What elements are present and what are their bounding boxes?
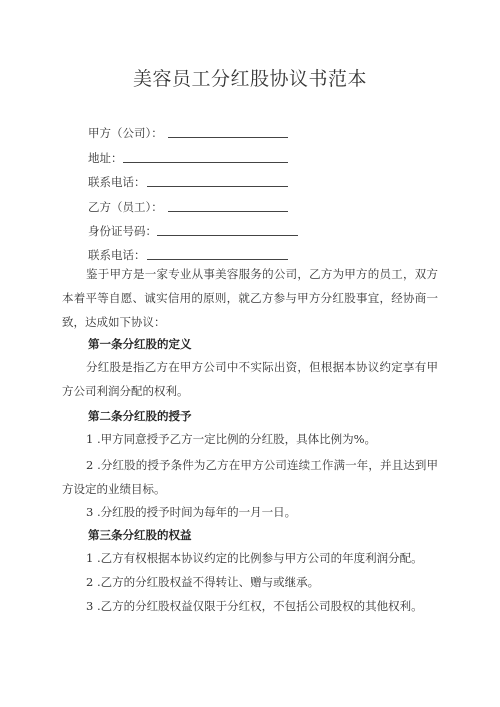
field-label: 乙方（员工）： (88, 200, 163, 214)
field-phone-a (88, 174, 146, 190)
fill-line (157, 235, 298, 236)
field-label: 地址： (88, 151, 123, 165)
fill-line (147, 186, 288, 187)
section-item: 1 .乙方有权根据本协议约定的比例参与甲方公司的年度利润分配。 (86, 551, 423, 565)
field-id-number (88, 223, 157, 239)
field-label: 联系电话： (88, 248, 146, 262)
field-label: 身份证号码： (88, 224, 157, 238)
intro-paragraph: 鉴于甲方是一家专业从事美容服务的公司，乙方为甲方的员工，双方本着平等自愿、诚实信用的原则，就乙方参与甲方分红股事宜，经协商一致，达成如下协议： (62, 267, 438, 329)
field-party-a-company (88, 125, 163, 141)
section-heading: 第三条分红股的权益 (88, 528, 192, 542)
field-label: 联系电话： (88, 175, 146, 189)
section-item: 分红股是指乙方在甲方公司中不实际出资，但根据本协议约定享有甲方公司利润分配的权利。 (62, 360, 438, 398)
section-item: 2 .乙方的分红股权益不得转让、赠与或继承。 (86, 575, 320, 589)
field-label: 甲方（公司）： (88, 126, 163, 140)
section-heading: 第二条分红股的授予 (88, 409, 192, 423)
fill-line (123, 162, 288, 163)
fill-line (168, 211, 288, 212)
document-title: 美容员工分红股协议书范本 (132, 68, 367, 90)
section-item: 3 .乙方的分红股权益仅限于分红权，不包括公司股权的其他权利。 (86, 599, 423, 613)
section-item: 2 .分红股的授予条件为乙方在甲方公司连续工作满一年，并且达到甲方设定的业绩目标。 (62, 458, 438, 496)
field-address (88, 150, 123, 166)
section-heading: 第一条分红股的定义 (88, 337, 192, 351)
field-phone-b (88, 247, 146, 263)
section-item: 1 .甲方同意授予乙方一定比例的分红股，具体比例为%。 (86, 432, 377, 446)
section-item: 3 .分红股的授予时间为每年的一月一日。 (86, 505, 297, 519)
field-party-b-employee (88, 199, 163, 215)
fill-line (168, 137, 288, 138)
fill-line (147, 259, 288, 260)
